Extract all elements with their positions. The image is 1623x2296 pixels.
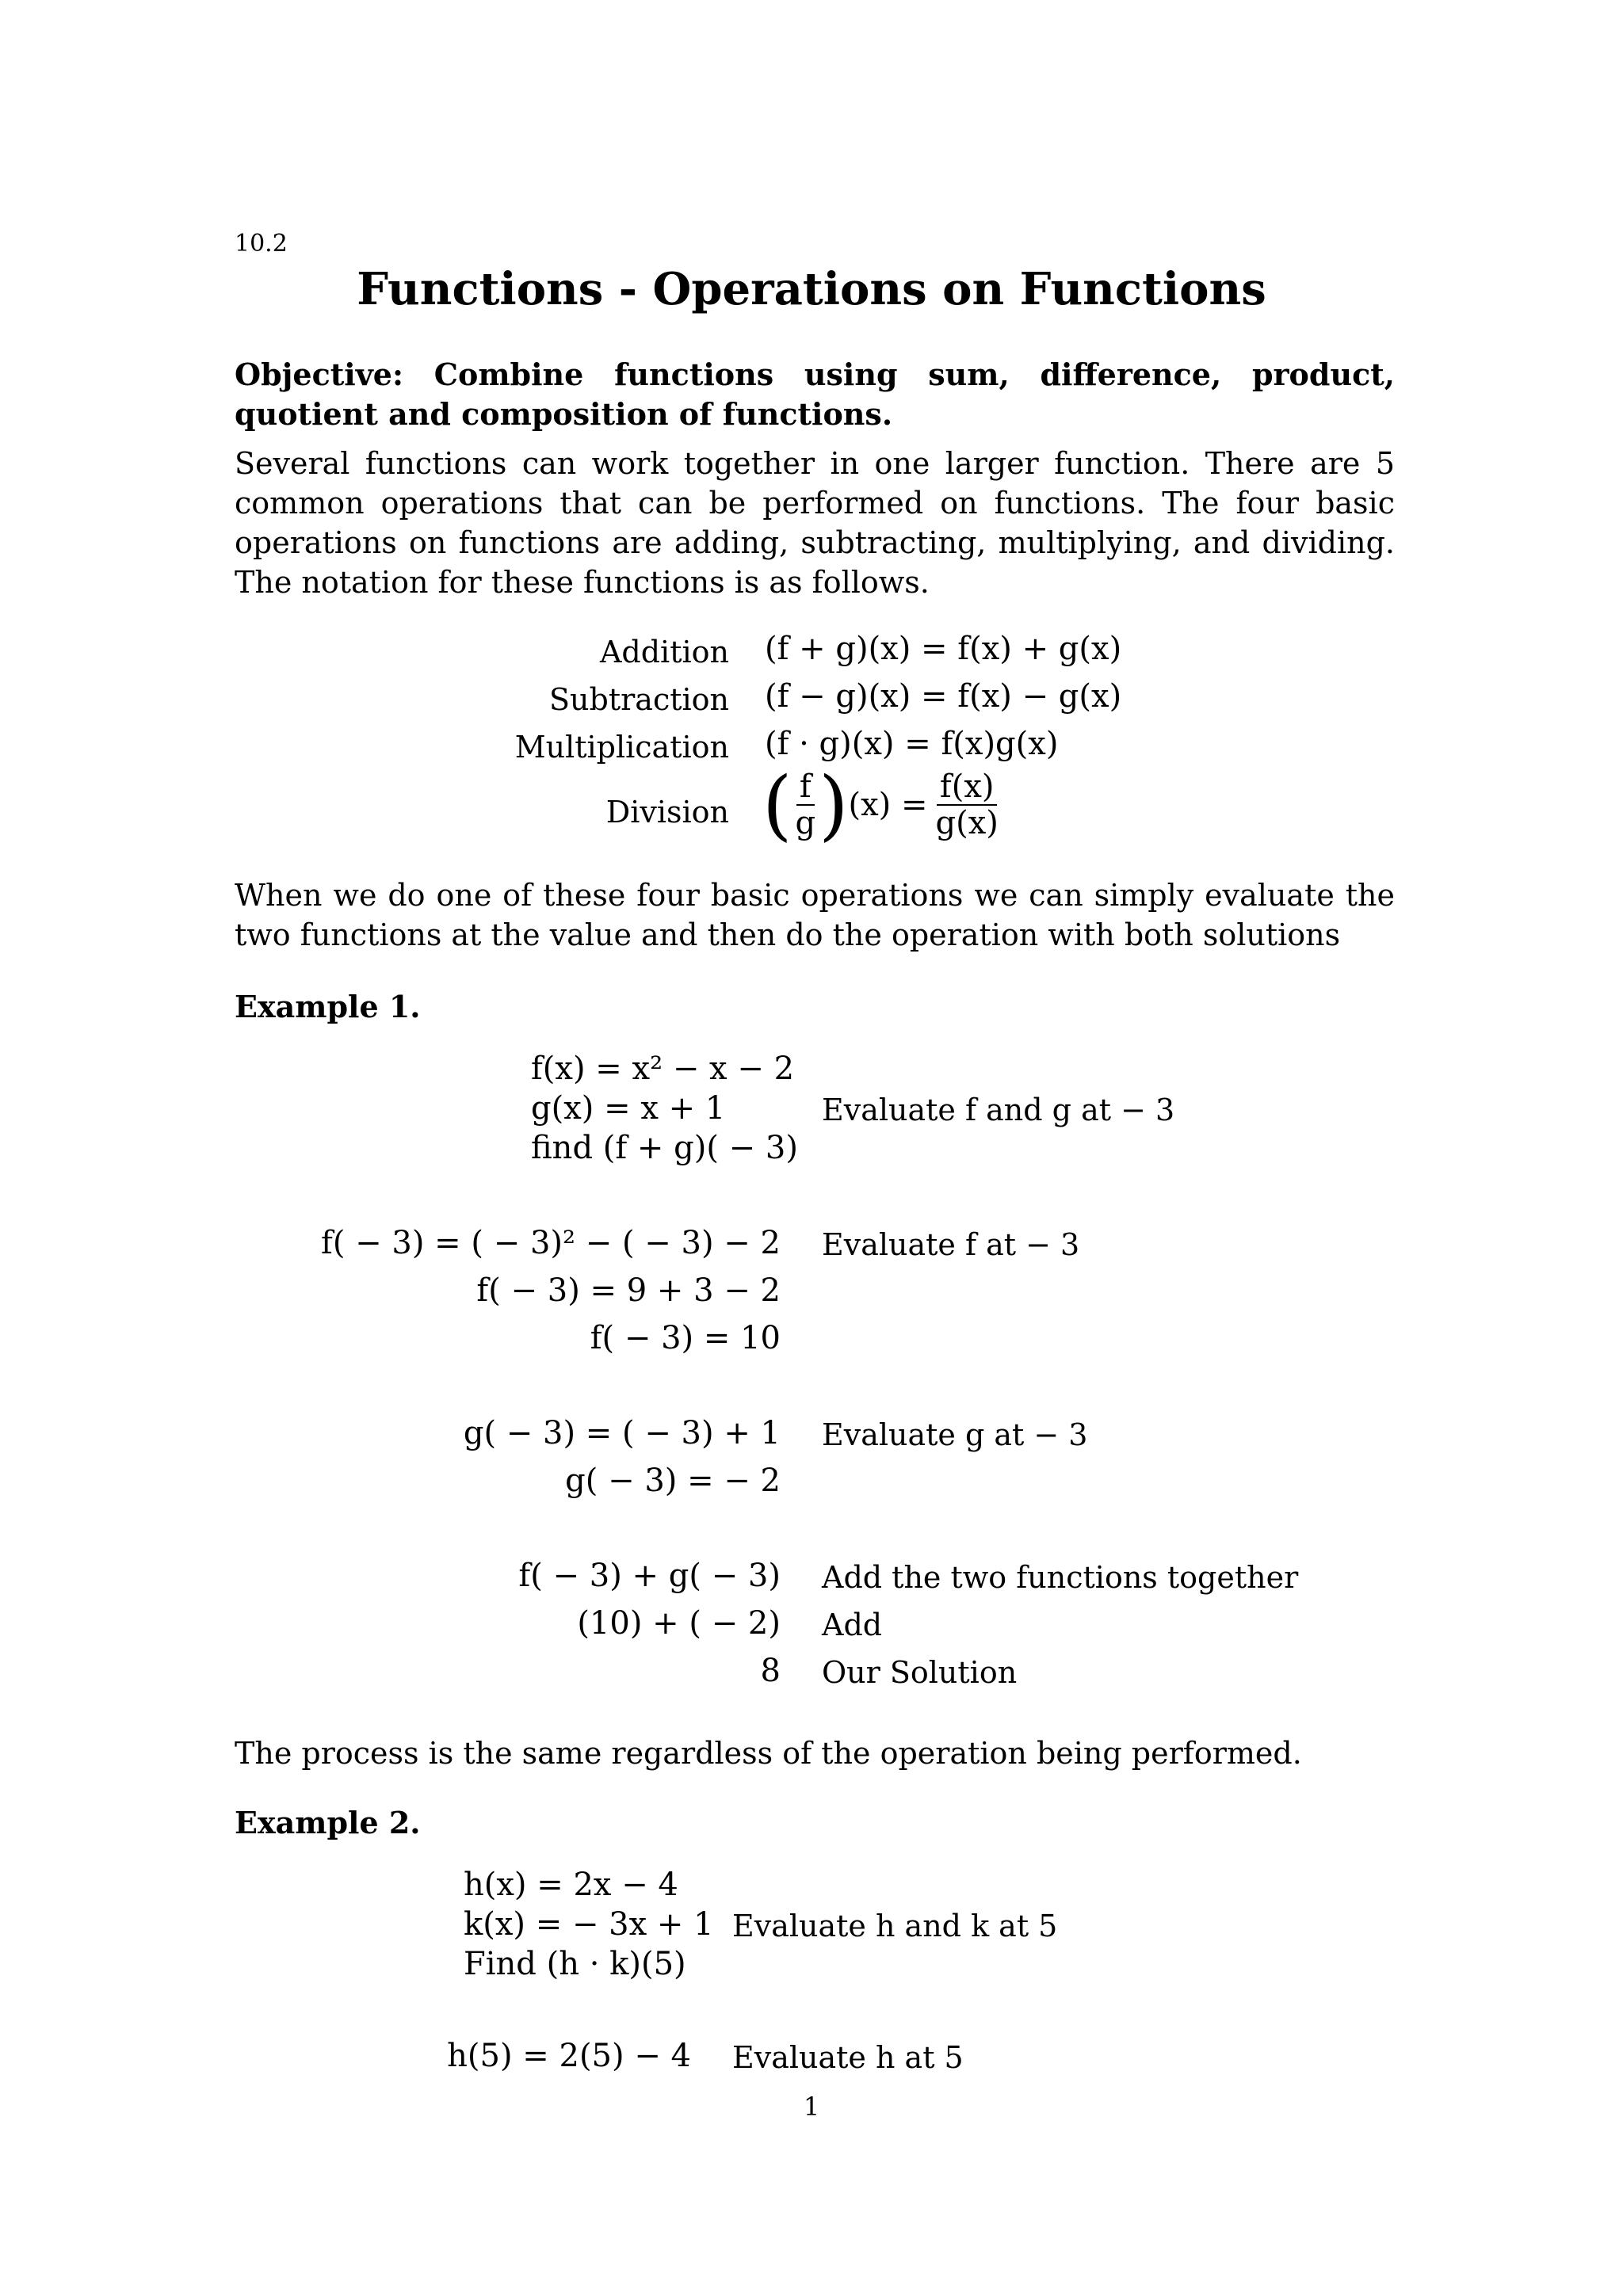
ex1-final-note: Our Solution bbox=[822, 1655, 1018, 1690]
example-1-heading: Example 1. bbox=[235, 989, 421, 1024]
after-operations-paragraph: When we do one of these four basic operations we can simply evaluate the two functions at the value and then do the operation with both solutions bbox=[235, 878, 1395, 952]
ex1-f-step: f( − 3) = 10 bbox=[590, 1320, 781, 1356]
example-2-heading: Example 2. bbox=[235, 1805, 421, 1840]
ex1-g-step: g( − 3) = ( − 3) + 1 bbox=[463, 1415, 781, 1451]
division-lhs-fraction bbox=[792, 769, 819, 841]
ex1-final-note: Add the two functions together bbox=[822, 1560, 1299, 1595]
rhs-denominator: g(x) bbox=[935, 805, 999, 841]
division-rhs-fraction bbox=[933, 769, 1002, 841]
ex2-given-line: k(x) = − 3x + 1 bbox=[464, 1906, 714, 1943]
ex1-f-note: Evaluate f at − 3 bbox=[822, 1227, 1080, 1262]
ex1-given-line: find (f + g)( − 3) bbox=[531, 1130, 798, 1166]
operation-formula-multiplication: (f · g)(x) = f(x)g(x) bbox=[765, 726, 1059, 762]
lhs-denominator: g bbox=[795, 805, 816, 841]
ex1-g-step: g( − 3) = − 2 bbox=[565, 1463, 781, 1499]
rhs-numerator: f(x) bbox=[937, 769, 998, 806]
division-mid: (x) = bbox=[848, 787, 928, 823]
ex1-g-note: Evaluate g at − 3 bbox=[822, 1417, 1088, 1452]
page-title: Functions - Operations on Functions bbox=[357, 263, 1266, 315]
ex1-given-line: g(x) = x + 1 bbox=[531, 1090, 726, 1127]
operation-formula-subtraction: (f − g)(x) = f(x) − g(x) bbox=[765, 678, 1122, 715]
ex1-given-line: f(x) = x² − x − 2 bbox=[531, 1051, 795, 1087]
lhs-numerator: f bbox=[796, 769, 815, 806]
ex1-final-expr: (10) + ( − 2) bbox=[577, 1605, 781, 1642]
intro-paragraph: Several functions can work together in one larger function. There are 5 common operations that can be performed on functions. The four basic operations on functions are adding, subtracting, multiplying, and dividing. The notation for these functions is as follows. bbox=[235, 446, 1395, 600]
ex1-f-step: f( − 3) = ( − 3)² − ( − 3) − 2 bbox=[321, 1225, 781, 1261]
operation-name-division: Division bbox=[605, 795, 729, 830]
ex2-given-line: h(x) = 2x − 4 bbox=[464, 1867, 678, 1903]
operation-formula-addition: (f + g)(x) = f(x) + g(x) bbox=[765, 631, 1122, 667]
ex1-final-expr: 8 bbox=[760, 1653, 781, 1689]
ex2-given-line: Find (h · k)(5) bbox=[464, 1946, 686, 1982]
between-paragraph: The process is the same regardless of the operation being performed. bbox=[235, 1736, 1302, 1771]
ex2-given-note: Evaluate h and k at 5 bbox=[732, 1909, 1058, 1943]
ex1-final-expr: f( − 3) + g( − 3) bbox=[518, 1558, 781, 1594]
section-number: 10.2 bbox=[235, 230, 288, 257]
ex1-f-step: f( − 3) = 9 + 3 − 2 bbox=[476, 1272, 781, 1309]
right-paren: ) bbox=[819, 761, 849, 849]
ex2-h-note: Evaluate h at 5 bbox=[732, 2040, 964, 2075]
objective-text: Objective: Combine functions using sum, difference, product, quotient and composition of functions. bbox=[235, 357, 1395, 432]
operation-name-subtraction: Subtraction bbox=[549, 682, 729, 717]
operation-formula-division bbox=[762, 761, 1002, 849]
operation-name-addition: Addition bbox=[599, 635, 729, 669]
ex2-h-step: h(5) = 2(5) − 4 bbox=[447, 2038, 691, 2074]
ex1-final-note: Add bbox=[822, 1608, 883, 1642]
ex1-given-note: Evaluate f and g at − 3 bbox=[822, 1093, 1175, 1127]
operation-name-multiplication: Multiplication bbox=[514, 730, 729, 765]
left-paren: ( bbox=[762, 761, 792, 849]
page-number: 1 bbox=[803, 2092, 820, 2122]
